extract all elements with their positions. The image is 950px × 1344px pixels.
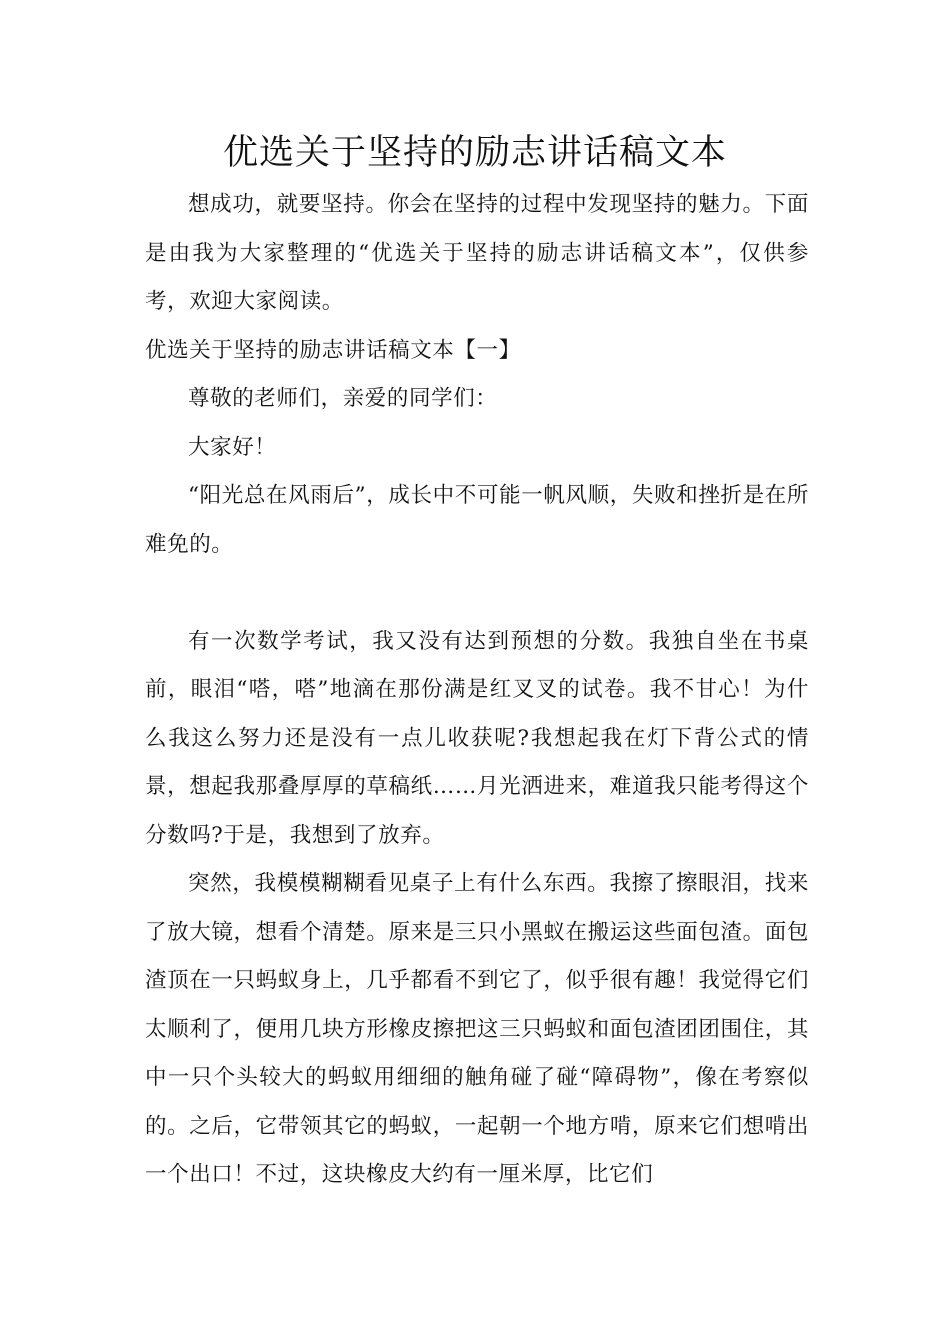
document-title: 优选关于坚持的励志讲话稿文本 bbox=[222, 133, 727, 173]
greeting: 大家好！ bbox=[188, 434, 277, 460]
intro-paragraph: 想成功，就要坚持。你会在坚持的过程中发现坚持的魅力。下面是由我为大家整理的“优选关于坚持的励志讲话稿文本”，仅供参考，欢迎大家阅读。 bbox=[145, 192, 809, 314]
body-paragraph: “阳光总在风雨后”，成长中不可能一帆风顺，失败和挫折是在所难免的。 bbox=[145, 483, 809, 557]
document-body bbox=[145, 181, 809, 1200]
body-paragraph: 突然，我模模糊糊看见桌子上有什么东西。我擦了擦眼泪，找来了放大镜，想看个清楚。原来是三只小黑蚁在搬运这些面包渣。面包渣顶在一只蚂蚁身上，几乎都看不到它了，似乎很有趣！我觉得它们太顺利了，便用几块方形橡皮擦把这三只蚂蚁和面包渣团团围住，其中一只个头较大的蚂蚁用细细的触角碰了碰“障碍物”，像在考察似的。之后，它带领其它的蚂蚁，一起朝一个地方啃，原来它们想啃出一个出口！不过，这块橡皮大约有一厘米厚，比它们 bbox=[145, 871, 809, 1187]
body-paragraph: 有一次数学考试，我又没有达到预想的分数。我独自坐在书桌前，眼泪“嗒，嗒”地滴在那份满是红叉叉的试卷。我不甘心！为什么我这么努力还是没有一点儿收获呢?我想起我在灯下背公式的情景，想起我那叠厚厚的草稿纸……月光洒进来，难道我只能考得这个分数吗?于是，我想到了放弃。 bbox=[145, 628, 809, 848]
section-heading: 优选关于坚持的励志讲话稿文本【一】 bbox=[145, 337, 521, 363]
salutation: 尊敬的老师们，亲爱的同学们： bbox=[188, 386, 498, 411]
